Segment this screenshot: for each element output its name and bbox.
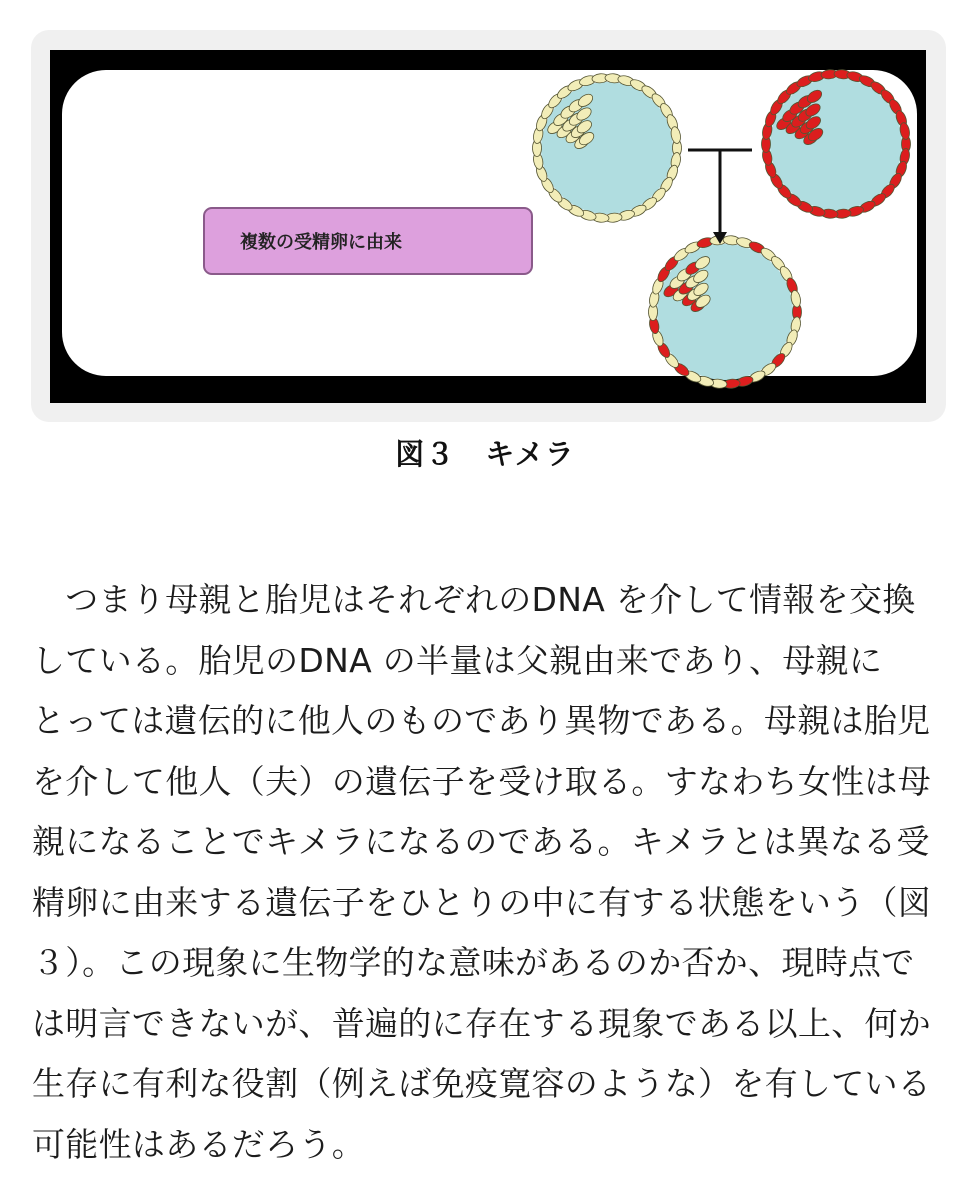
paragraph-line: 生存に有利な役割（例えば免疫寛容のような）を有している (32, 1064, 932, 1103)
paragraph-line: している。胎児のDNA の半量は父親由来であり、母親に (32, 640, 883, 680)
figure-caption: 図３ キメラ (395, 437, 575, 471)
figure-label-text: 複数の受精卵に由来 (240, 232, 402, 253)
paragraph-line: つまり母親と胎児はそれぞれのDNA を介して情報を交換 (32, 580, 916, 619)
chimera-figure (50, 50, 926, 403)
paragraph-line: とっては遺伝的に他人のものであり異物である。母親は胎児 (32, 701, 931, 740)
blastocyst-red (761, 69, 911, 219)
blastocyst-chimera (648, 235, 802, 389)
paragraph-line: 可能性はあるだろう。 (32, 1124, 365, 1164)
paragraph-line: を介して他人（夫）の遺伝子を受け取る。すなわち女性は母 (32, 761, 932, 801)
body-paragraph (32, 570, 942, 1175)
paragraph-line: ３）。この現象に生物学的な意味があるのか否か、現時点で (32, 943, 915, 982)
paragraph-line: 親になることでキメラになるのである。キメラとは異なる受 (32, 822, 930, 861)
blastocyst-cream (532, 73, 682, 223)
paragraph-line: 精卵に由来する遺伝子をひとりの中に有する状態をいう（図 (32, 882, 932, 922)
paragraph-line: は明言できないが、普遍的に存在する現象である以上、何か (32, 1003, 932, 1043)
